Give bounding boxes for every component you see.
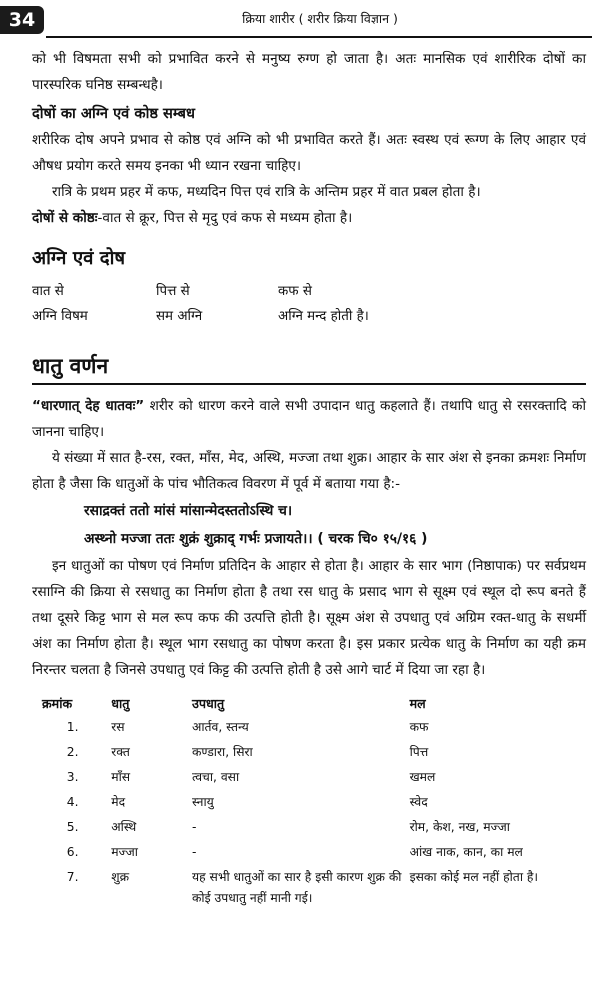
table-cell: आंख नाक, कान, का मल <box>409 845 523 859</box>
agni-dosha-cell: अग्नि मन्द होती है। <box>278 309 369 324</box>
verse-line-1: रसाद्रक्तं ततो मांसं मांसान्मेदस्ततोऽस्थि च। <box>84 503 293 519</box>
dhatu-quote: “धारणात् देह धातवः” <box>32 398 145 414</box>
paragraph-dhatu-1 <box>32 393 586 445</box>
dhatu-definition: शरीर को धारण करने वाले सभी उपादान धातु कहलाते हैं। तथापि धातु से रसरक्तादि को जानना चाहिए। <box>32 398 586 440</box>
page-body <box>32 46 586 911</box>
table-cell: 3. <box>66 770 79 784</box>
intro-paragraph: को भी विषमता सभी को प्रभावित करने से मनुष्य रुग्ण हो जाता है। अतः मानसिक एवं शारीरिक दोषों का पारस्परिक घनिष्ठ सम्बन्धहै। <box>32 51 586 93</box>
table-cell: आर्तव, स्तन्य <box>191 720 249 734</box>
heading-agni-kostha: दोषों का अग्नि एवं कोष्ठ सम्बध <box>32 105 195 122</box>
verse-line-2: अस्थ्नो मज्जा ततः शुक्रं शुक्राद् गर्भः प्रजायते।। ( चरक चि० १५/१६ ) <box>84 531 428 547</box>
column-header-updhatu: उपधातु <box>191 696 225 711</box>
agni-dosha-cell: वात से <box>32 284 64 299</box>
agni-dosha-cell: अग्नि विषम <box>32 309 88 324</box>
table-cell: 4. <box>66 795 79 809</box>
column-header-dhatu: धातु <box>111 696 130 711</box>
table-cell: त्वचा, वसा <box>191 770 240 784</box>
page-number: 34 <box>0 6 44 34</box>
table-cell: मज्जा <box>111 845 138 859</box>
agni-dosha-cell: कफ से <box>278 284 312 299</box>
table-cell: कफ <box>409 720 429 734</box>
table-row <box>42 740 586 765</box>
table-cell: 7. <box>66 870 79 884</box>
agni-dosha-cell: सम अग्नि <box>156 309 203 324</box>
dhatu-table <box>42 695 586 911</box>
paragraph-dhatu-3: इन धातुओं का पोषण एवं निर्माण प्रतिदिन के आहार से होता है। आहार के सार भाग (निष्ठापाक) पर सर्वप्रथम रसाग्नि की क्रिया से रसधातु का निर्माण होता है तथा रस धातु के प्रसाद भाग से सूक्ष्म एवं स्थूल दो रूप बनते हैं तथा दूसरे किट्ट भाग से मल रूप कफ की उत्पत्ति होती है। सूक्ष्म अंश से उपधातु एवं अग्रिम रक्त-धातु के सधर्मी अंश का निर्माण होता है। स्थूल भाग रसधातु का पोषण करता है। इस प्रकार प्रत्येक धातु के निर्माण का यही क्रम निरन्तर चलता है जिनसे उपधातु एवं किट्ट की उत्पत्ति होती है उसे आगे चार्ट में दिया जा रहा है। <box>32 558 586 678</box>
table-cell: खमल <box>409 770 436 784</box>
table-cell: 5. <box>66 820 79 834</box>
running-title: क्रिया शारीर ( शरीर क्रिया विज्ञान ) <box>242 11 398 26</box>
table-cell: - <box>191 845 197 859</box>
table-row <box>42 840 586 865</box>
kostha-text: -वात से क्रूर, पित्त से मृदु एवं कफ से मध्यम होता है। <box>97 210 353 226</box>
table-cell: पित्त <box>409 745 429 759</box>
heading-dhatu: धातु वर्णन <box>32 354 109 378</box>
table-cell: अस्थि <box>111 820 137 834</box>
table-row <box>42 865 586 911</box>
table-cell: - <box>191 820 197 834</box>
table-cell: कण्डारा, सिरा <box>191 745 253 759</box>
table-cell: स्वेद <box>409 795 428 809</box>
table-cell: 2. <box>66 745 79 759</box>
page-header <box>0 6 600 36</box>
paragraph-agni-kostha-1: शरीरिक दोष अपने प्रभाव से कोष्ठ एवं अग्नि को भी प्रभावित करते हैं। अतः स्वस्थ एवं रूग्ण के लिए आहार एवं औषध प्रयोग करते समय इनका भी ध्यान रखना चाहिए। <box>32 132 586 174</box>
table-cell: 1. <box>66 720 79 734</box>
column-header-serial: क्रमांक <box>42 696 73 711</box>
column-header-mala: मल <box>409 696 426 711</box>
paragraph-agni-kostha-3 <box>32 205 586 231</box>
paragraph-agni-kostha-2: रात्रि के प्रथम प्रहर में कफ, मध्यदिन पित्त एवं रात्रि के अन्तिम प्रहर में वात प्रबल होता है। <box>52 184 481 200</box>
table-row <box>42 715 586 740</box>
table-row <box>42 790 586 815</box>
agni-dosha-grid <box>32 279 586 329</box>
table-cell: शुक्र <box>111 870 130 884</box>
header-rule <box>46 36 592 38</box>
table-cell: इसका कोई मल नहीं होता है। <box>409 870 539 884</box>
table-cell: मेद <box>111 795 126 809</box>
table-cell: रोम, केश, नख, मज्जा <box>409 820 510 834</box>
table-cell: स्नायु <box>191 795 214 809</box>
table-cell: 6. <box>66 845 79 859</box>
agni-dosha-cell: पित्त से <box>156 284 190 299</box>
heading-agni-dosha: अग्नि एवं दोष <box>32 248 126 269</box>
table-cell: माँस <box>111 770 131 784</box>
section-rule <box>32 383 586 385</box>
paragraph-dhatu-2: ये संख्या में सात है-रस, रक्त, माँस, मेद, अस्थि, मज्जा तथा शुक्र। आहार के सार अंश से इनका क्रमशः निर्माण होता है जैसा कि धातुओं के पांच भौतिकत्व विवरण में पूर्व में बताया गया है:- <box>32 450 586 492</box>
table-row <box>42 815 586 840</box>
table-cell: रस <box>111 720 125 734</box>
table-cell: यह सभी धातुओं का सार है इसी कारण शुक्र की कोई उपधातु नहीं मानी गई। <box>191 870 402 905</box>
kostha-label: दोषों से कोष्ठः <box>32 210 98 226</box>
table-row <box>42 765 586 790</box>
table-cell: रक्त <box>111 745 130 759</box>
table-header-row <box>42 695 586 715</box>
